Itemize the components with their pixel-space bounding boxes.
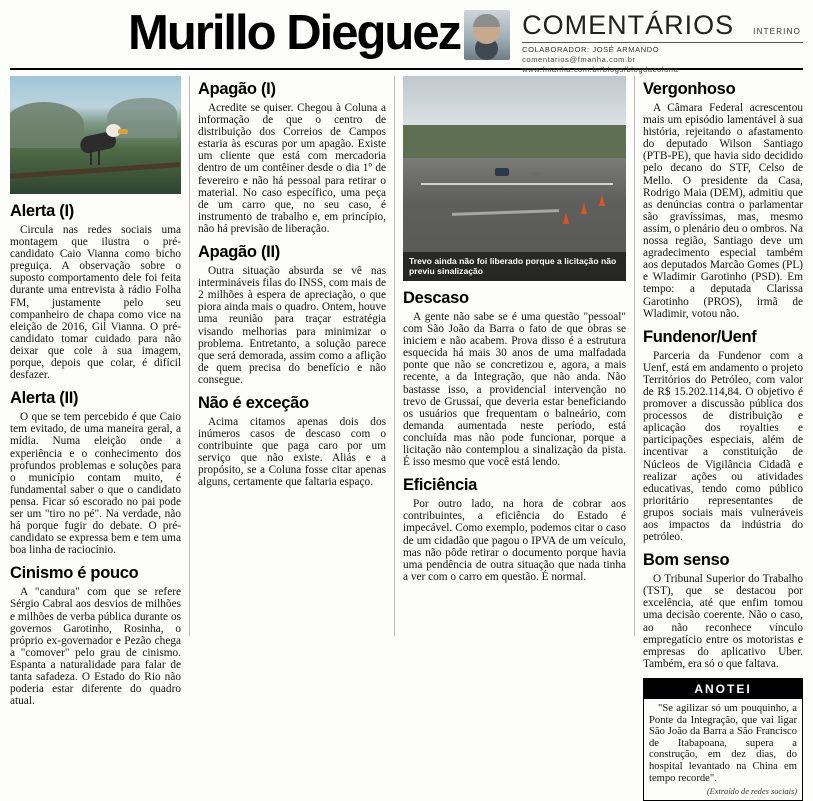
paragraph-alerta-1: Circula nas redes sociais uma montagem que ilustra o pré-candidato Caio Vianna como bicho preguiça. A observação sobre o suposto comportamento dele foi feita durante uma entrevista à rádio Folha FM, justamente pelo seu companheiro de chapa como vice na eleição de 2016, Gil Vianna. O pré-candidato tomar cuidado para não deixar que cole à sua imagem, porque, depois que colar, é difícil desfazer. — [10, 224, 181, 382]
collaborator-info — [522, 42, 803, 75]
paragraph-apagao-2: Outra situação absurda se vê nas intermináveis filas do INSS, com mais de 2 milhões à espera de apreciação, o que piora ainda mais o quadro. Ontem, houve uma reunião para traçar estratégia visando melhorias para minimizar o problema. Entretanto, a solução parece que será demorada, assim como a aflição de quem precisa do benefício e não consegue. — [198, 265, 386, 386]
paragraph-apagao-1: Acredite se quiser. Chegou à Coluna a informação de que o centro de distribuição dos Correios de Campos estaria às escuras por um apagão. Existe um cliente que está com mercadoria dentro de um contêiner desde o dia 1º de fevereiro e não há pessoal para retirar o material. No caso específico, uma peça de um carro que, no seu caso, é instrumento de trabalho e, em princípio, não há previsão de liberação. — [198, 102, 386, 235]
headline-alerta-1: Alerta (I) — [10, 202, 74, 220]
blog-url: www.fmanha.com.br/blogs/blogdacoluna — [522, 65, 679, 74]
headline-eficiencia: Eficiência — [403, 476, 478, 495]
headline-apagao-1: Apagão (I) — [198, 80, 276, 98]
road-marking-center — [421, 183, 613, 185]
bird-beak — [118, 129, 128, 134]
anotei-title: ANOTEI — [644, 679, 802, 699]
headline-alerta-2: Alerta (II) — [10, 389, 79, 408]
collaborator-name: COLABORADOR: JOSÉ ARMANDO — [522, 45, 660, 54]
column-4 — [635, 76, 804, 797]
interim-label: INTERINO — [753, 27, 801, 36]
headline-vergonhoso: Vergonhoso — [643, 80, 736, 98]
anotei-box — [643, 678, 803, 801]
photo-bird-landscape — [10, 76, 181, 194]
paragraph-vergonhoso: A Câmara Federal acrescentou mais um episódio lamentável à sua história, rejeitando o afastamento do deputado Wilson Santiago (PTB-PE), que havia sido decidido pelo decano do STF, Celso de Mello. O presidente da Casa, Rodrigo Maia (DEM), admitiu que as denúncias contra o parlamentar são gravíssimas, mas, mesmo assim, o plenário deu o ombros. Na nossa região, Santiago deve um agradecimento especial também aos deputados Marcão Gomes (PL) e Wladimir Garotinho (PSD). Em tempo: a deputada Clarissa Garotinho (PROS), irmã de Wladimir, votou não. — [643, 102, 804, 320]
masthead-meta — [522, 10, 803, 75]
paragraph-eficiencia: Por outro lado, na hora de cobrar aos contribuintes, a eficiência do Estado é impecável. Como exemplo, podemos citar o caso de um cidadão que pagou o IPVA de um veículo, mas não pôde retirar o documento porque havia uma pendência de outra situação que nada tinha a ver com o carro em questão. É normal. — [403, 498, 626, 583]
headline-fundenor-uenf: Fundenor/Uenf — [643, 327, 757, 346]
headline-cinismo: Cinismo é pouco — [10, 564, 139, 583]
headline-descaso: Descaso — [403, 289, 469, 307]
anotei-quote: "Se agilizar só um pouquinho, a Ponte da Integração, que vai ligar São João da Barra a São Francisco de Itabapoana, supera a construção, em dez dias, do hospital levantado na China em tempo recorde". — [649, 702, 797, 784]
paragraph-descaso: A gente não sabe se é uma questão "pessoal" com São João da Barra o fato de que obras se iniciem e não acabem. Prova disso é a estrutura esquecida há mais 30 anos de uma malfadada ponte que não se concretizou e, agora, a mais recente, a da Integração, que não anda. Não bastasse isso, a providencial intervenção no trevo de Grussaí, que deveria estar beneficiando os usuários que frequentam o balneário, com demanda aumentada neste período, está concluída mas não pode funcionar, porque a licitação não contemplou a sinalização da pista. É isso mesmo que você está lendo. — [403, 311, 626, 469]
column-3 — [395, 76, 635, 636]
paragraph-cinismo: A "candura" com que se refere Sérgio Cabral aos desvios de milhões e milhões de verba pública durante os governos Garotinho, Rosinha, o próprio ex-governador e Pezão chega a "comover" pelo grau de cinismo. Espanta a naturalidade para falar de tanta safadeza. O Estado do Rio não poderia estar diferente do quadro atual. — [10, 586, 181, 708]
masthead — [10, 6, 803, 74]
bird-figure — [62, 116, 128, 168]
photo-caption: Trevo ainda não foi liberado porque a licitação não previu sinalização — [403, 252, 626, 281]
bird-legs — [90, 149, 92, 165]
columnist-portrait — [464, 10, 510, 60]
section-title: COMENTÁRIOS — [522, 10, 735, 40]
headline-apagao-2: Apagão (II) — [198, 243, 280, 262]
paragraph-fundenor-uenf: Parceria da Fundenor com a Uenf, está em andamento o projeto Territórios do Petróleo, com valor de R$ 15.202.114,84. O objetivo é promover a discussão pública dos processos de distribuição e aplicação dos royalties e participações especiais, além de incentivar a constituição de Núcleos de Vigilância Cidadã e realizar ações ou atividades educativas, tendo como público prioritário representantes de grupos sociais mais vulneráveis aos impactos da indústria do petróleo. — [643, 349, 803, 544]
anotei-body — [644, 699, 802, 800]
headline-bom-senso: Bom senso — [643, 551, 730, 570]
article-columns — [10, 76, 804, 797]
vehicle-1 — [495, 168, 509, 176]
tree-line — [403, 125, 626, 158]
paragraph-nao-e-excecao: Acima citamos apenas dois dos inúmeros casos de descaso com o contribuinte que paga caro por um serviço que não existe. Aliás e a propósito, se a Coluna fosse citar apenas alguns, certamente que faltaria espaço. — [198, 415, 386, 489]
vehicle-2 — [531, 172, 541, 178]
column-1 — [10, 76, 190, 708]
photo-road-interchange — [403, 76, 626, 281]
column-2 — [190, 76, 395, 636]
paragraph-bom-senso: O Tribunal Superior do Trabalho (TST), que se destacou por excelência, até que enfim tomou uma decisão coerente. Não o caso, ao não reconhece vínculo empregatício entre os motoristas e empresas do aplicativo Uber. Também, era só o que faltava. — [643, 573, 803, 670]
paragraph-alerta-2: O que se tem percebido é que Caio tem evitado, de uma maneira geral, a mídia. Numa eleição onde a experiência e o conhecimento dos profundos problemas e soluções para o município contam muito, é fundamental saber o que o candidato pensa. Ficar só escorado no pai pode ser um "tiro no pé". Na verdade, não há porque fugir do debate. O pré-candidato se expressa bem e tem uma boa linha de raciocínio. — [10, 411, 181, 557]
contact-email: comentarios@fmanha.com.br — [522, 55, 636, 64]
anotei-credit: (Extraído de redes sociais) — [706, 787, 797, 797]
headline-nao-e-excecao: Não é exceção — [198, 393, 309, 412]
page-title: Murillo Dieguez — [128, 6, 461, 60]
